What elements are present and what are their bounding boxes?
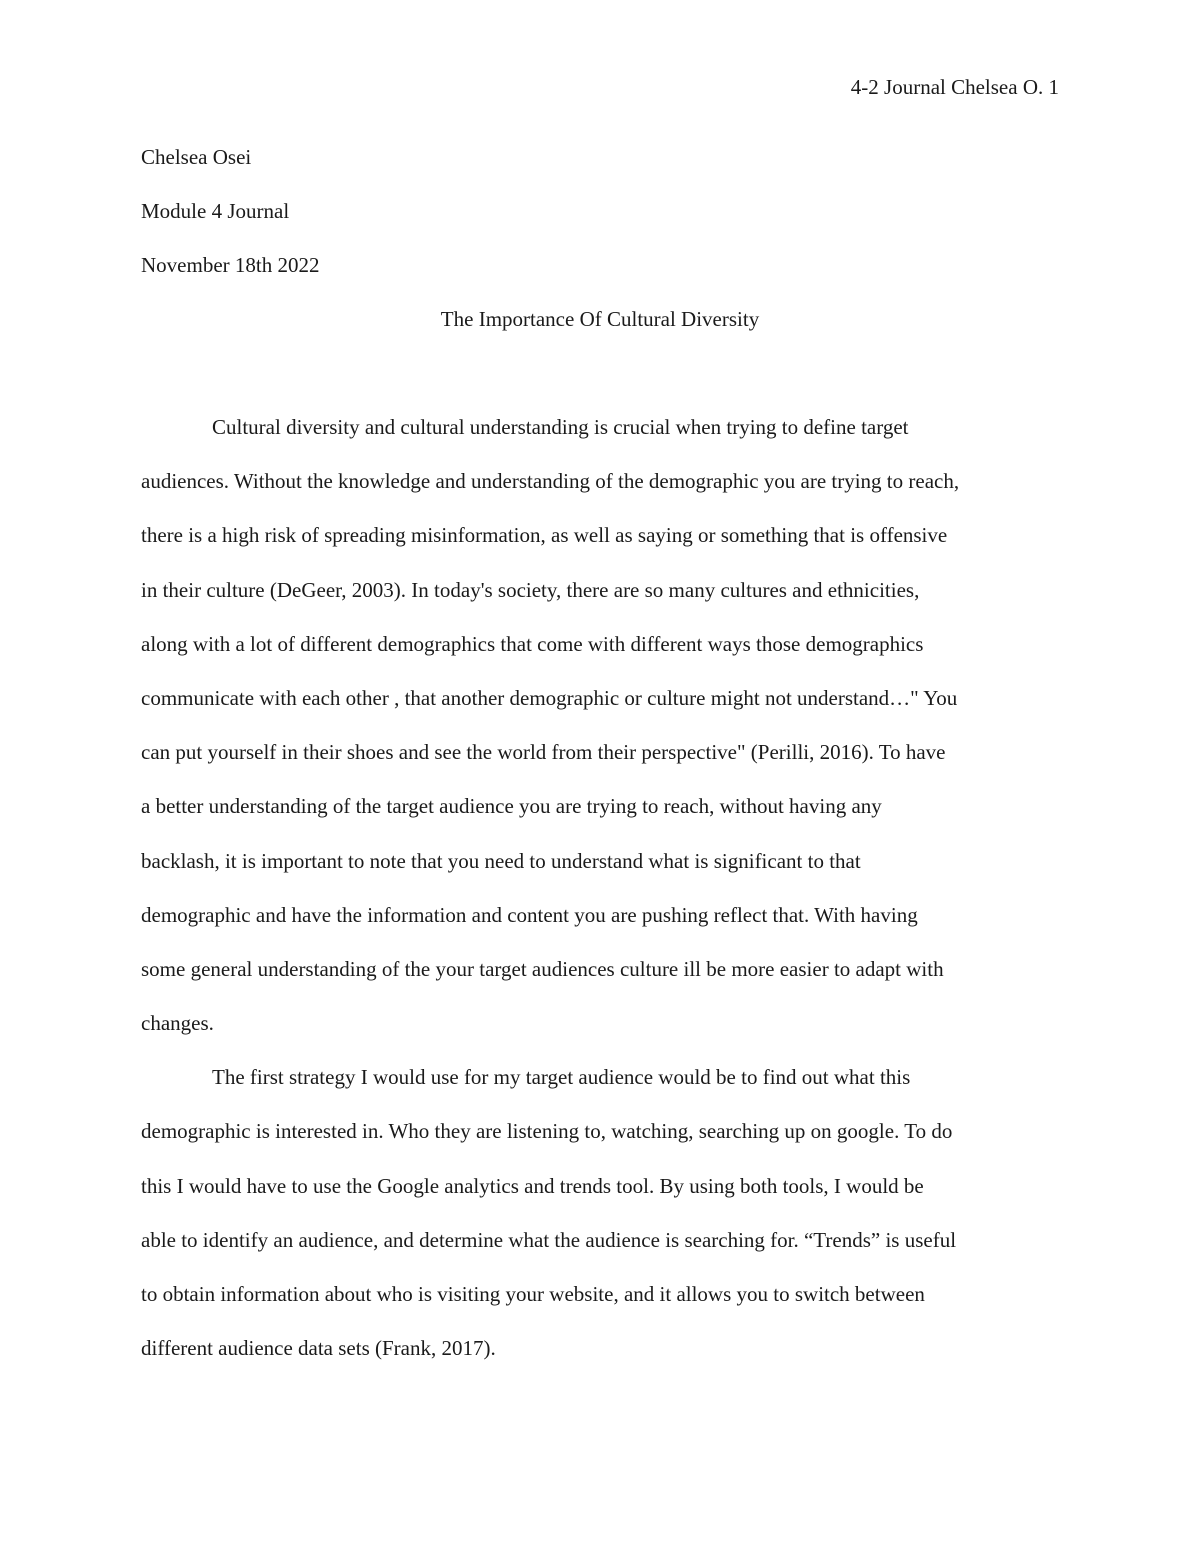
- paragraph-1: [141, 414, 1059, 1064]
- paragraph-2: [141, 1064, 1059, 1389]
- paragraph-line: able to identify an audience, and determine what the audience is searching for. “Trends” is useful: [141, 1227, 957, 1252]
- paragraph-line: communicate with each other , that another demographic or culture might not understand…" You: [141, 685, 958, 710]
- paragraph-line: there is a high risk of spreading misinformation, as well as saying or something that is offensive: [141, 523, 948, 548]
- paragraph-line: to obtain information about who is visiting your website, and it allows you to switch between: [141, 1282, 925, 1306]
- paragraph-line: demographic and have the information and content you are pushing reflect that. With having: [141, 902, 918, 927]
- heading-block: [141, 144, 319, 306]
- paragraph-line: different audience data sets (Frank, 2017).: [141, 1336, 496, 1361]
- running-head: 4-2 Journal Chelsea O. 1: [850, 75, 1059, 99]
- document-title: The Importance Of Cultural Diversity: [440, 307, 760, 331]
- paragraph-line: changes.: [141, 1011, 214, 1036]
- paragraph-line: audiences. Without the knowledge and understanding of the demographic you are trying to reach,: [141, 469, 960, 494]
- paragraph-line: along with a lot of different demographics that come with different ways those demographics: [141, 631, 924, 656]
- paragraph-line: can put yourself in their shoes and see the world from their perspective" (Perilli, 2016). To have: [141, 740, 946, 765]
- paragraph-line: a better understanding of the target audience you are trying to reach, without having any: [141, 794, 882, 819]
- paragraph-line: Cultural diversity and cultural understanding is crucial when trying to define target: [212, 415, 909, 439]
- body-text: [141, 414, 1059, 1389]
- paragraph-line: some general understanding of the your target audiences culture ill be more easier to adapt with: [141, 956, 944, 981]
- paragraph-line: this I would have to use the Google analytics and trends tool. By using both tools, I would be: [141, 1173, 924, 1198]
- course-name: Module 4 Journal: [141, 199, 290, 223]
- paragraph-line: demographic is interested in. Who they are listening to, watching, searching up on google. To do: [141, 1119, 953, 1144]
- paragraph-line: in their culture (DeGeer, 2003). In today's society, there are so many cultures and ethnicities,: [141, 577, 920, 602]
- paragraph-line: backlash, it is important to note that you need to understand what is significant to that: [141, 848, 861, 873]
- paragraph-line: The first strategy I would use for my target audience would be to find out what this: [212, 1065, 911, 1090]
- author-name: Chelsea Osei: [141, 145, 252, 169]
- document-date: November 18th 2022: [141, 253, 320, 277]
